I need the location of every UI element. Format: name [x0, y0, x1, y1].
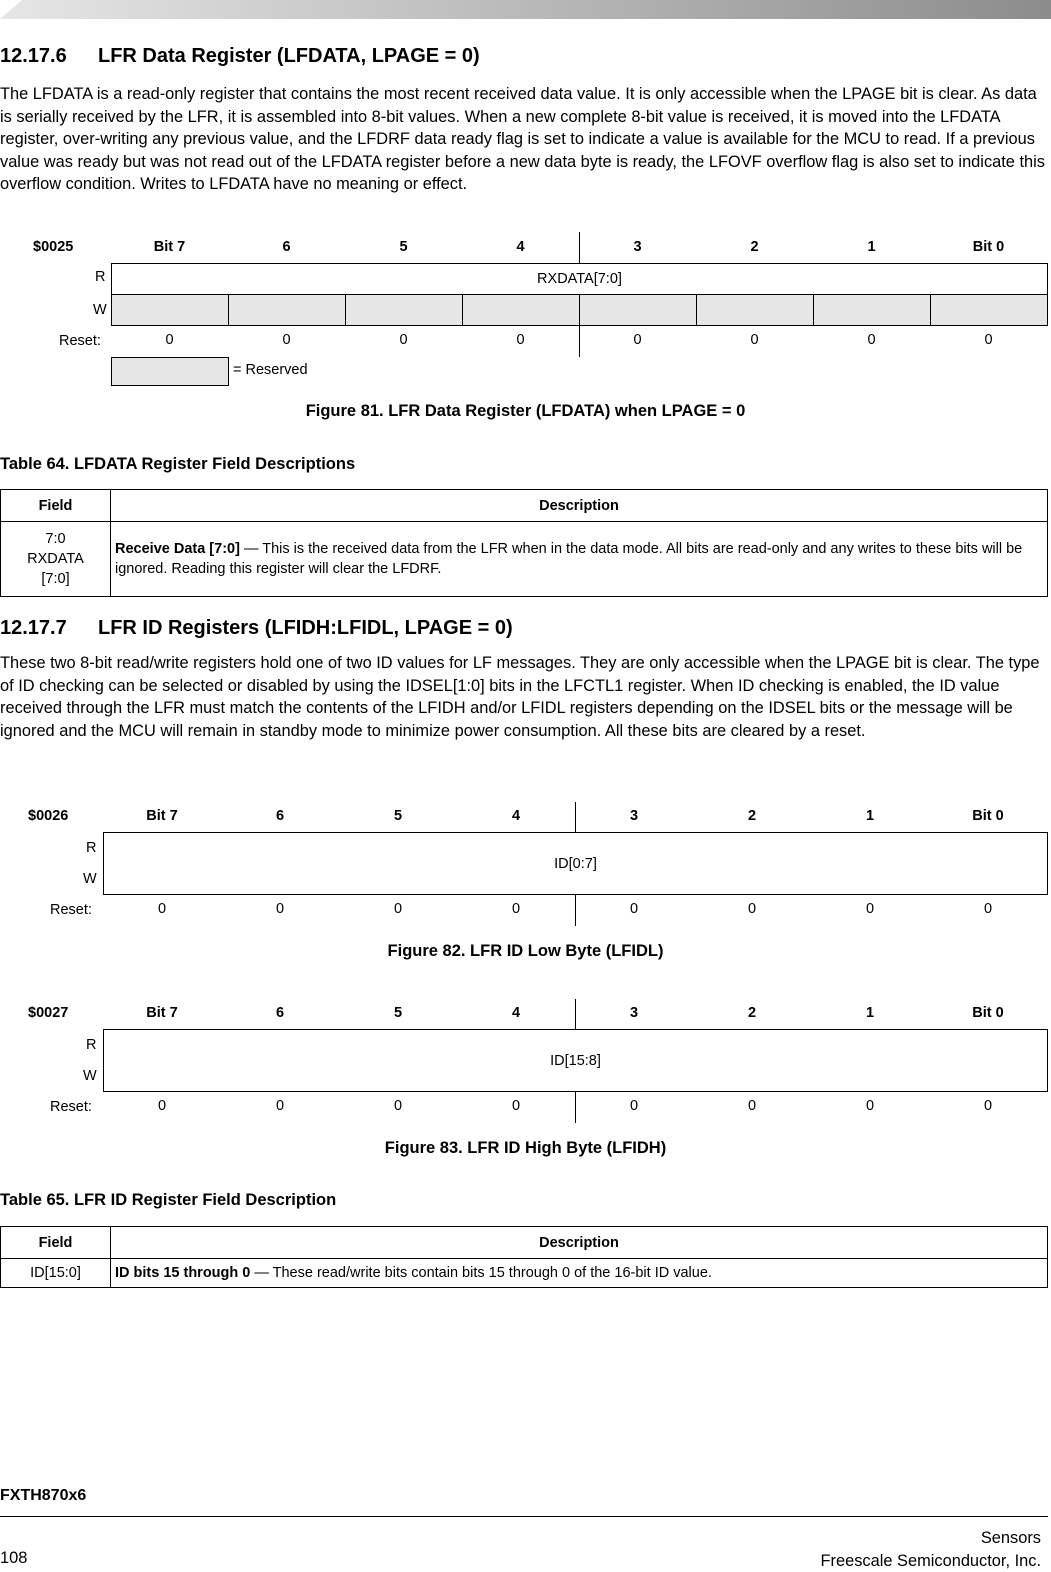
description-cell: [111, 522, 1048, 597]
register-diagram-lfidh: [0, 997, 1051, 1127]
field-cell: ID[15:0]: [1, 1259, 111, 1288]
lfid-field-table: [0, 1226, 1048, 1288]
reset-value: 0: [865, 1098, 875, 1114]
bit-header: 5: [399, 239, 408, 255]
reset-value: 0: [275, 1098, 285, 1114]
table-row: [1, 522, 1048, 597]
reset-value: 0: [399, 332, 408, 348]
bit-header: 4: [516, 239, 525, 255]
write-row-label: W: [83, 871, 97, 887]
footer-category: Sensors: [980, 1529, 1041, 1547]
read-row-label: R: [86, 840, 97, 856]
reset-value: 0: [633, 332, 642, 348]
read-row-label: R: [95, 269, 106, 285]
reset-value: 0: [629, 1098, 639, 1114]
table-header-row: [1, 490, 1048, 522]
field-description: — This is the received data from the LFR when in the data mode. All bits are read-only and any writes to these bits will be ignored. Reading this register will clear the LFDRF.: [115, 541, 1023, 577]
reset-value: 0: [516, 332, 525, 348]
field-cell: [1, 522, 111, 597]
field-line: 7:0: [45, 531, 66, 547]
write-row-label: W: [83, 1068, 97, 1084]
nibble-divider: [579, 326, 580, 357]
reset-value: 0: [157, 1098, 167, 1114]
section-title-lfdata: [0, 45, 480, 68]
table-header-row: [1, 1227, 1048, 1259]
reset-value: 0: [629, 901, 639, 917]
reserved-bit-cell: [813, 294, 931, 326]
field-line: [7:0]: [41, 571, 70, 587]
nibble-divider: [575, 1092, 576, 1123]
bit-header: 3: [629, 1005, 639, 1021]
bit-header: 5: [393, 1005, 403, 1021]
reserved-bit-cell: [345, 294, 463, 326]
page-header-bar: [0, 0, 1051, 19]
footer-product-name: FXTH870x6: [0, 1487, 87, 1504]
bit-header: 3: [633, 239, 642, 255]
reserved-bit-cell: [228, 294, 346, 326]
bit-header: 4: [511, 808, 521, 824]
reset-value: 0: [511, 901, 521, 917]
id-field-label: ID[0:7]: [554, 855, 597, 872]
bit-header: Bit 0: [972, 1005, 1004, 1021]
table-header-cell: Field: [1, 490, 111, 522]
bit-header: 1: [865, 1005, 875, 1021]
footer-divider: [0, 1516, 1048, 1517]
reserved-bit-cell: [696, 294, 814, 326]
bit-header: 5: [393, 808, 403, 824]
register-address: $0025: [33, 239, 74, 255]
reserved-bit-cell: [462, 294, 580, 326]
lfdata-description: The LFDATA is a read-only register that contains the most recent received data value. It is only accessible when the LPAGE bit is clear. As data is serially received by the LFR, it is assembled into 8-bit values. When a new complete 8-bit value is received, it is moved into the LFDATA register, over-writing any previous value, and the LFDRF data ready flag is set to indicate a value is available for the MCU to read. If a previous value was ready but was not read out of the LFDATA register before a new data byte is ready, the LFOVF overflow flag is also set to indicate this overflow condition. Writes to LFDATA have no meaning or effect.: [0, 85, 1045, 194]
reserved-bit-cell: [111, 294, 229, 326]
reserved-legend-text: = Reserved: [233, 362, 308, 378]
reserved-legend-swatch: [111, 357, 229, 386]
bit-header: 2: [750, 239, 759, 255]
reset-value: 0: [865, 901, 875, 917]
bit-header: Bit 0: [972, 808, 1004, 824]
reserved-bit-cell: [930, 294, 1048, 326]
reset-value: 0: [867, 332, 876, 348]
reset-value: 0: [282, 332, 291, 348]
footer-company: Freescale Semiconductor, Inc.: [820, 1552, 1041, 1570]
reset-value: 0: [511, 1098, 521, 1114]
table-caption: Table 65. LFR ID Register Field Description: [0, 1191, 337, 1209]
field-name: ID bits 15 through 0: [115, 1265, 251, 1281]
bit-header: 3: [629, 808, 639, 824]
field-description: — These read/write bits contain bits 15 through 0 of the 16-bit ID value.: [250, 1265, 712, 1281]
nibble-divider: [575, 802, 576, 833]
id-field: [103, 832, 1048, 895]
table-header-cell: Description: [111, 490, 1048, 522]
id-field-label: ID[15:8]: [550, 1052, 601, 1069]
figure-caption: Figure 82. LFR ID Low Byte (LFIDL): [387, 942, 664, 960]
reset-value: 0: [747, 1098, 757, 1114]
reset-value: 0: [747, 901, 757, 917]
reserved-bit-cell: [579, 294, 697, 326]
figure-caption: Figure 81. LFR Data Register (LFDATA) when LPAGE = 0: [305, 402, 746, 420]
field-name: Receive Data [7:0]: [115, 541, 240, 557]
reset-value: 0: [983, 1098, 993, 1114]
bit-header: Bit 7: [146, 808, 178, 824]
register-diagram-lfdata: [0, 230, 1051, 390]
bit-header: 6: [275, 1005, 285, 1021]
write-row-label: W: [93, 302, 107, 318]
bit-header: 6: [282, 239, 291, 255]
section-title-lfid: [0, 617, 513, 640]
reset-value: 0: [157, 901, 167, 917]
bit-header: 1: [865, 808, 875, 824]
bit-header: 4: [511, 1005, 521, 1021]
bit-header: 2: [747, 1005, 757, 1021]
description-cell: [111, 1259, 1048, 1288]
table-caption: Table 64. LFDATA Register Field Descriptions: [0, 455, 356, 473]
reset-row-label: Reset:: [50, 902, 92, 918]
id-field: [103, 1029, 1048, 1092]
footer-publisher: [821, 1527, 1041, 1572]
section-heading: LFR ID Registers (LFIDH:LFIDL, LPAGE = 0): [98, 617, 513, 639]
section-number: 12.17.7: [0, 617, 67, 639]
bit-header: Bit 7: [146, 1005, 178, 1021]
reset-value: 0: [393, 1098, 403, 1114]
reset-row-label: Reset:: [59, 333, 101, 349]
register-address: $0027: [28, 1005, 69, 1021]
section-heading: LFR Data Register (LFDATA, LPAGE = 0): [98, 45, 480, 67]
bit-header: 1: [867, 239, 876, 255]
figure-caption: Figure 83. LFR ID High Byte (LFIDH): [384, 1139, 667, 1157]
reset-value: 0: [750, 332, 759, 348]
table-header-cell: Description: [111, 1227, 1048, 1259]
reset-row-label: Reset:: [50, 1099, 92, 1115]
bit-header: Bit 0: [972, 239, 1005, 255]
nibble-divider: [579, 232, 580, 263]
bit-header: 6: [275, 808, 285, 824]
lfdata-field-table: [0, 489, 1048, 597]
read-field-label: RXDATA[7:0]: [537, 271, 622, 287]
nibble-divider: [575, 895, 576, 926]
read-field: [111, 263, 1048, 295]
bit-header: Bit 7: [153, 239, 186, 255]
section-number: 12.17.6: [0, 45, 67, 67]
page-number: 108: [0, 1549, 28, 1567]
bit-header: 2: [747, 808, 757, 824]
nibble-divider: [575, 999, 576, 1030]
register-diagram-lfidl: [0, 800, 1051, 930]
reset-value: 0: [275, 901, 285, 917]
reset-value: 0: [984, 332, 993, 348]
reset-value: 0: [393, 901, 403, 917]
read-row-label: R: [86, 1037, 97, 1053]
reset-value: 0: [983, 901, 993, 917]
field-line: RXDATA: [27, 551, 84, 567]
register-address: $0026: [28, 808, 69, 824]
reset-value: 0: [165, 332, 174, 348]
lfid-description: These two 8-bit read/write registers hold one of two ID values for LF messages. They are only accessible when the LPAGE bit is clear. The type of ID checking can be selected or disabled by using the IDSEL[1:0] bits in the LFCTL1 register. When ID checking is enabled, the ID value received through the LFR must match the contents of the LFIDH and/or LFIDL registers depending on the IDSEL bits or the message will be ignored and the MCU will remain in standby mode to minimize power consumption. All these bits are cleared by a reset.: [0, 654, 1040, 740]
table-header-cell: Field: [1, 1227, 111, 1259]
table-row: [1, 1259, 1048, 1288]
